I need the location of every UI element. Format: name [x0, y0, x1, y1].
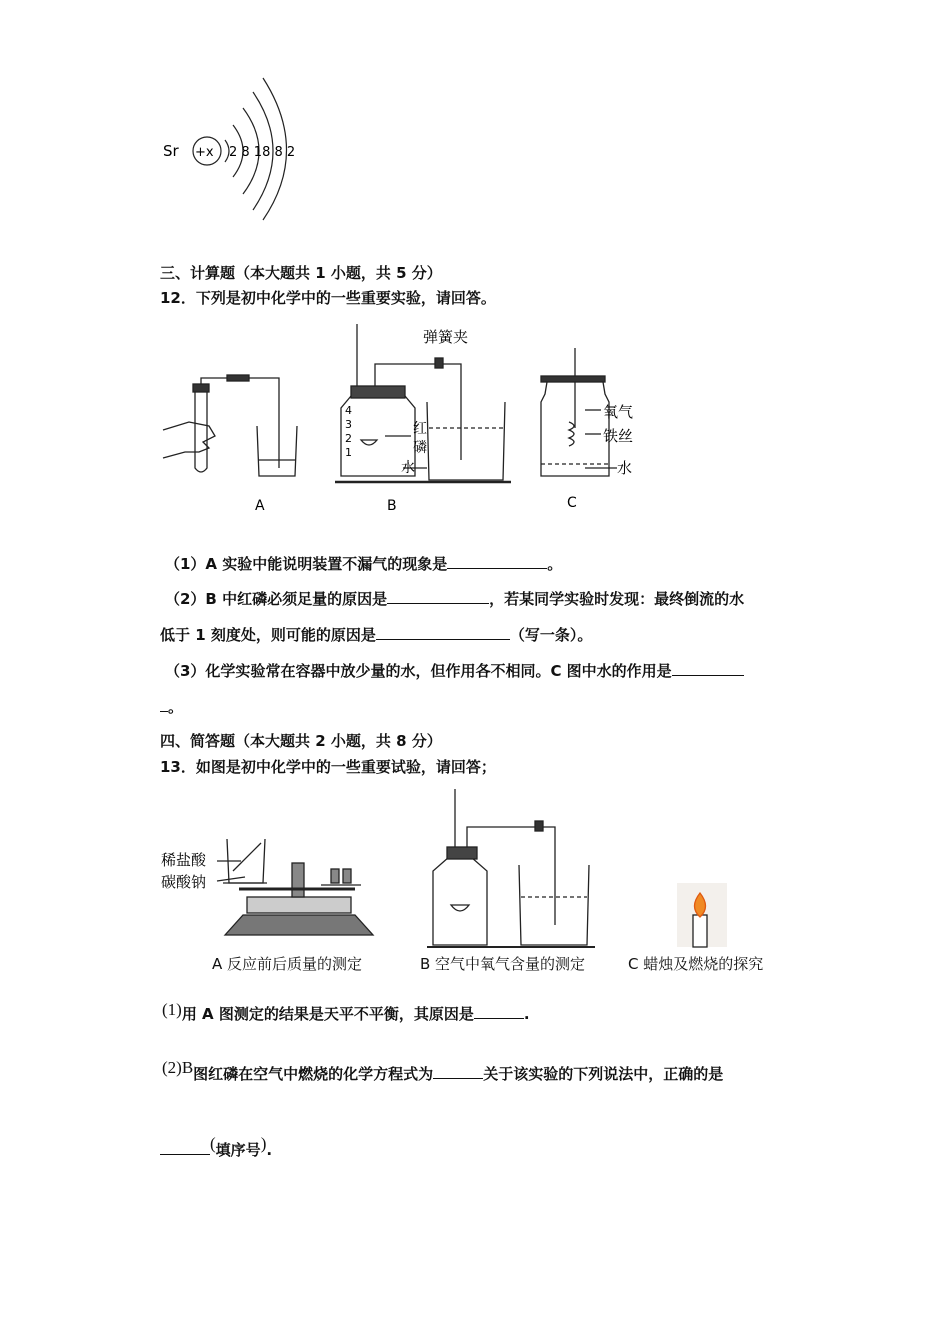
q12-part3-end: 。	[168, 698, 184, 716]
q13-part2-close: )	[260, 1134, 267, 1153]
c-wire-coil	[569, 422, 574, 446]
q13-caption-a: A 反应前后质量的测定	[212, 955, 363, 973]
b-spoon	[361, 440, 377, 445]
q12-part2-text: （2）B 中红磷必须足量的原因是	[165, 590, 388, 608]
a-weight-1	[331, 869, 339, 883]
a-weight-2	[343, 869, 351, 883]
q12-figure	[155, 318, 655, 518]
q12-part2-line2	[160, 624, 592, 645]
q13-part2-blank1[interactable]	[433, 1064, 483, 1079]
a-beaker	[257, 426, 297, 476]
q13-part2-end: .	[266, 1141, 273, 1159]
q13-b-tube	[467, 827, 555, 925]
section4-heading: 四、简答题（本大题共 2 小题，共 8 分）	[160, 732, 442, 750]
a-salt-label: 碳酸钠	[161, 873, 207, 891]
q13-caption-c: C 蜡烛及燃烧的探究	[628, 955, 764, 973]
q13-b-stopper	[447, 847, 477, 859]
a-test-tube	[195, 390, 207, 472]
b-stopper	[351, 386, 405, 398]
a-rubber-joint	[227, 375, 249, 381]
a-balance-beam	[247, 897, 351, 913]
q13-stem: 13．如图是初中化学中的一些重要试验，请回答；	[160, 758, 496, 776]
b-red-label: 红	[413, 421, 427, 437]
a-acid-tube	[233, 843, 261, 871]
label-c: C	[567, 495, 577, 511]
q12-part3-line2	[160, 696, 183, 717]
q13-part2-open: (	[210, 1134, 216, 1153]
q12-part2-blank2[interactable]	[376, 625, 510, 640]
q12-figure-svg	[155, 318, 655, 518]
q13-part1-blank[interactable]	[474, 1004, 524, 1019]
q13-b-clip	[535, 821, 543, 831]
q13-part1-end: .	[523, 1005, 530, 1023]
b-scale-4: 4	[345, 404, 352, 417]
b-phos-label: 磷	[413, 440, 427, 456]
b-beaker	[427, 402, 505, 480]
section3-heading: 三、计算题（本大题共 1 小题，共 5 分）	[160, 264, 442, 282]
atom-symbol: Sr	[163, 142, 179, 160]
q12-part1-blank[interactable]	[447, 554, 547, 569]
q13-caption-b: B 空气中氧气含量的测定	[420, 955, 586, 973]
b-scale-1: 1	[345, 446, 352, 459]
b-scale-2: 2	[345, 432, 352, 445]
label-b: B	[387, 498, 397, 514]
q13-b-spoon	[451, 905, 469, 911]
q12-part2-line1	[165, 588, 744, 609]
atom-diagram	[155, 70, 315, 230]
c-lid	[541, 376, 605, 382]
q13-part2-fill: 填序号	[215, 1141, 261, 1159]
shell-counts: 2 8 18 8 2	[229, 145, 296, 160]
q13-part2-blank2[interactable]	[160, 1140, 210, 1155]
q13-b-beaker	[519, 865, 589, 945]
q12-part1-end: 。	[547, 555, 563, 573]
q13-part1-num: (1)	[162, 1000, 182, 1019]
q13-part2-line1	[162, 1058, 723, 1084]
c-wire-label: 铁丝	[603, 427, 634, 445]
label-a: A	[255, 498, 265, 514]
c-candle	[693, 915, 707, 947]
q13-part2-line2	[160, 1134, 272, 1160]
a-acid-label: 稀盐酸	[161, 851, 207, 869]
q12-part2-blank1[interactable]	[387, 589, 489, 604]
q12-part3-blank-cont[interactable]	[160, 697, 168, 712]
atom-svg	[155, 70, 315, 230]
a-pointer-salt	[217, 877, 245, 881]
q12-part2-text3: 低于 1 刻度处，则可能的原因是	[160, 626, 376, 644]
q12-part3-line1	[165, 660, 744, 681]
q13-b-jar	[433, 857, 487, 945]
q12-part2-text2: ，若某同学实验时发现：最终倒流的水	[489, 590, 745, 608]
c-water-label: 水	[617, 459, 633, 477]
q13-part2-text: 图红磷在空气中燃烧的化学方程式为	[193, 1065, 434, 1083]
q12-part1	[165, 553, 562, 574]
b-clip	[435, 358, 443, 368]
q13-part2-num: (2)B	[162, 1058, 194, 1077]
b-clip-label: 弹簧夹	[423, 328, 469, 346]
a-tube	[201, 378, 279, 468]
q12-part3-text: （3）化学实验常在容器中放少量的水，但作用各不相同。C 图中水的作用是	[165, 662, 672, 680]
q12-part3-blank[interactable]	[672, 661, 744, 676]
q12-part2-text4: （写一条）。	[509, 626, 593, 644]
q13-figure	[155, 785, 795, 980]
q12-stem: 12．下列是初中化学中的一些重要实验，请回答。	[160, 289, 496, 307]
q13-part1	[162, 1000, 530, 1024]
nucleus-charge: +x	[195, 145, 214, 160]
q13-part1-text: 用 A 图测定的结果是天平不平衡，其原因是	[181, 1005, 474, 1023]
a-balance-base	[225, 915, 373, 935]
a-stopper	[193, 384, 209, 392]
c-oxygen-label: 氧气	[603, 403, 634, 421]
a-balance-post	[292, 863, 304, 897]
q13-part2-mid: 关于该实验的下列说法中，正确的是	[483, 1065, 724, 1083]
q13-figure-svg	[155, 785, 795, 980]
b-water-label: 水	[401, 460, 415, 476]
b-scale-3: 3	[345, 418, 352, 431]
q12-part1-text: （1）A 实验中能说明装置不漏气的现象是	[165, 555, 448, 573]
